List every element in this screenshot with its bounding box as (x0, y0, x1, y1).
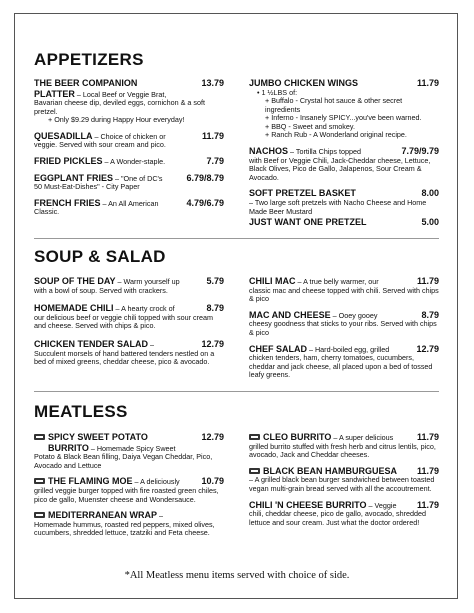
item-desc-inline: – (148, 339, 155, 349)
item-sub: • 1 ½LBS of: (257, 87, 298, 97)
item-desc-inline: – An All American (100, 198, 159, 208)
item-desc-inline: – A true belly warmer, our (295, 277, 379, 286)
item-price: 13.79 (201, 78, 224, 88)
item-desc-inline: – Ooey gooey (330, 310, 378, 320)
item-desc: veggie. Served with sour cream and pico. (34, 140, 166, 150)
item-price: 10.79 (201, 476, 224, 487)
soup-left-column (34, 276, 224, 373)
menu-item (34, 173, 224, 192)
list-item: + Ranch Rub - A Wonderland original recipe. (265, 131, 439, 140)
item-name: MAC AND CHEESE (249, 309, 331, 320)
menu-item (34, 476, 224, 504)
menu-item (34, 432, 224, 470)
item-desc: with a bowl of soup. Served with crackers. (34, 285, 168, 295)
item-desc: classic mac and cheese topped with chili. Served with chips & pico (249, 285, 439, 304)
item-desc: cheesy goodness that sticks to your ribs. Served with chips & pico (249, 319, 437, 337)
item-price: 12.79 (201, 432, 224, 442)
item-price: 11.79 (416, 499, 439, 510)
meatless-right-column (249, 432, 439, 533)
veggie-tag-icon (34, 512, 45, 518)
item-name: HOMEMADE CHILI (34, 303, 114, 314)
item-desc-inline: – Homemade Spicy Sweet (88, 443, 176, 453)
item-desc-inline: – (157, 511, 163, 521)
menu-item (34, 156, 224, 167)
item-name: CHICKEN TENDER SALAD (34, 338, 149, 349)
item-desc: our delicious beef or veggie chili topped with sour cream and cheese. Served with chips & pico. (34, 312, 213, 331)
item-desc-inline: – Two large (249, 197, 287, 207)
veggie-tag-icon (34, 478, 45, 484)
item-price: 7.79/9.79 (401, 146, 439, 157)
item-name: JUMBO CHICKEN WINGS (249, 78, 359, 88)
item-name: NACHOS (249, 146, 289, 157)
item-name: BLACK BEAN HAMBURGUESA (263, 465, 397, 476)
item-price: 8.00 (421, 188, 439, 199)
item-desc: grilled veggie burger topped with fire roasted green chiles, pico de gallo, Muenster cheese and Wondersauce. (34, 485, 219, 504)
item-price: 11.79 (416, 276, 439, 286)
item-desc: Homemade hummus, roasted red peppers, mixed olives, cucumbers, shredded lettuce, tzatziki and Feta cheese. (34, 519, 215, 538)
footer-note: *All Meatless menu items served with choice of side. (124, 570, 350, 581)
item-price: 4.79/6.79 (186, 197, 224, 208)
item-price: 11.79 (416, 78, 439, 88)
item-name-2: PLATTER (34, 88, 75, 99)
item-desc-inline: – Hard-boiled egg, grilled (307, 344, 390, 354)
veggie-tag-icon (249, 468, 260, 474)
menu-item (249, 466, 439, 494)
item-name: SOUP OF THE DAY (34, 276, 116, 286)
meatless-left-column (34, 432, 224, 544)
item-desc (249, 199, 439, 216)
item-price: 6.79/8.79 (186, 172, 224, 183)
list-item: + Buffalo - Crystal hot sauce & other secret ingredients (265, 97, 439, 114)
item-name: QUESADILLA (34, 130, 93, 141)
item-note: + Only $9.29 during Happy Hour everyday! (48, 115, 185, 125)
menu-item (249, 344, 439, 380)
item-desc: Classic. (34, 207, 60, 217)
item-desc: with Beef or Veggie Chili, Jack-Cheddar cheese, Lettuce, Black Olives, Pico de Gallo, Jalapenos, Sour Cream & Avocado. (249, 155, 431, 182)
item-desc-inline: – A Wonder-staple. (102, 157, 166, 167)
menu-item (249, 78, 439, 140)
item-desc-inline: – Veggie (366, 500, 397, 510)
item-price: 11.79 (201, 130, 224, 141)
menu-item (249, 432, 439, 460)
item-name: EGGPLANT FRIES (34, 172, 114, 183)
menu-item (34, 198, 224, 217)
menu-item (249, 188, 439, 216)
menu-item (34, 276, 224, 295)
item-name: CHILI 'N CHEESE BURRITO (249, 499, 367, 510)
item-desc: Bavarian cheese dip, deviled eggs, cornichon & a soft pretzel. (34, 98, 206, 116)
veggie-tag-icon (249, 434, 260, 440)
menu-item (34, 510, 224, 538)
item-price: 8.79 (206, 303, 224, 314)
item-desc-inline: – A hearty crock of (113, 304, 175, 314)
section-title-soup-salad: SOUP & SALAD (34, 247, 166, 266)
item-desc-inline: – Local Beef or Veggie Brat, (74, 89, 167, 99)
item-name-2: BURRITO (48, 442, 89, 453)
list-item: + BBQ - Sweet and smokey. (265, 123, 439, 132)
item-desc: grilled burrito stuffed with fresh herb and citrus lentils, pico, avocado, Jack and Cheddar cheeses. (249, 441, 436, 460)
item-name: SOFT PRETZEL BASKET (249, 188, 356, 199)
menu-item (34, 339, 224, 367)
item-name: JUST WANT ONE PRETZEL (249, 217, 367, 228)
menu-item (34, 78, 224, 125)
section-title-meatless: MEATLESS (34, 402, 128, 421)
item-name: MEDITERRANEAN WRAP (48, 510, 157, 521)
item-price: 5.00 (421, 217, 439, 228)
item-price: 8.79 (421, 309, 439, 320)
menu-item (249, 500, 439, 528)
item-price: 7.79 (206, 156, 224, 167)
section-divider (34, 238, 439, 239)
item-name: FRENCH FRIES (34, 197, 101, 208)
item-price: 5.79 (206, 276, 224, 286)
item-desc: Potato & Black Bean filling, Daiya Vegan Cheddar, Pico, Avocado and Lettuce (34, 452, 213, 470)
item-desc-inline: – "One of DC's (113, 173, 163, 183)
list-item: + Inferno - Insanely SPICY...you've been warned. (265, 114, 439, 123)
veggie-tag-icon (34, 434, 45, 440)
section-divider (34, 391, 439, 392)
item-desc: – A grilled black bean burger sandwiched between toasted vegan multi-grain bread served with all the accoutrement. (249, 475, 435, 493)
item-desc-inline: – Tortilla Chips topped (288, 147, 361, 157)
item-desc-inline: – A super delicious (331, 433, 394, 442)
item-desc-rest: soft pretzels with Nacho Cheese and Home Made Beer Mustard (249, 197, 427, 216)
item-name: THE FLAMING MOE (48, 476, 133, 487)
item-name: SPICY SWEET POTATO (48, 432, 148, 442)
soup-right-column (249, 276, 439, 386)
item-name: CHILI MAC (249, 276, 296, 286)
section-title-appetizers: APPETIZERS (34, 50, 144, 69)
appetizers-left-column (34, 78, 224, 223)
menu-item (34, 303, 224, 331)
item-name: THE BEER COMPANION (34, 78, 138, 88)
item-name: CLEO BURRITO (263, 432, 332, 442)
item-price: 11.79 (416, 465, 439, 476)
menu-item (249, 310, 439, 338)
menu-item (249, 146, 439, 182)
menu-item (249, 276, 439, 304)
item-price: 11.79 (416, 432, 439, 442)
menu-item (34, 131, 224, 150)
menu-item (249, 217, 439, 228)
appetizers-right-column (249, 78, 439, 234)
item-desc-inline: – Choice of chicken or (92, 131, 166, 141)
item-name: FRIED PICKLES (34, 156, 103, 167)
item-desc: chili, cheddar cheese, pico de gallo, avocado, shredded lettuce and sour cream. Just what the doctor ordered! (249, 509, 427, 527)
wing-flavor-list (249, 97, 439, 140)
item-name: CHEF SALAD (249, 343, 307, 354)
item-desc: 50 Must-Eat-Dishes" - City Paper (34, 182, 140, 192)
item-price: 12.79 (416, 343, 439, 354)
item-price: 12.79 (201, 338, 224, 349)
item-desc: chicken tenders, ham, cherry tomatoes, cucumbers, cheddar and jack cheese, all placed upon a bed of tossed leafy greens. (249, 353, 433, 380)
item-desc: Succulent morsels of hand battered tenders nestled on a bed of mixed greens, cheddar cheese, pico & avocado. (34, 348, 215, 367)
item-desc-inline: – Warm yourself up (115, 277, 180, 286)
item-desc-inline: – A deliciously (132, 477, 180, 487)
